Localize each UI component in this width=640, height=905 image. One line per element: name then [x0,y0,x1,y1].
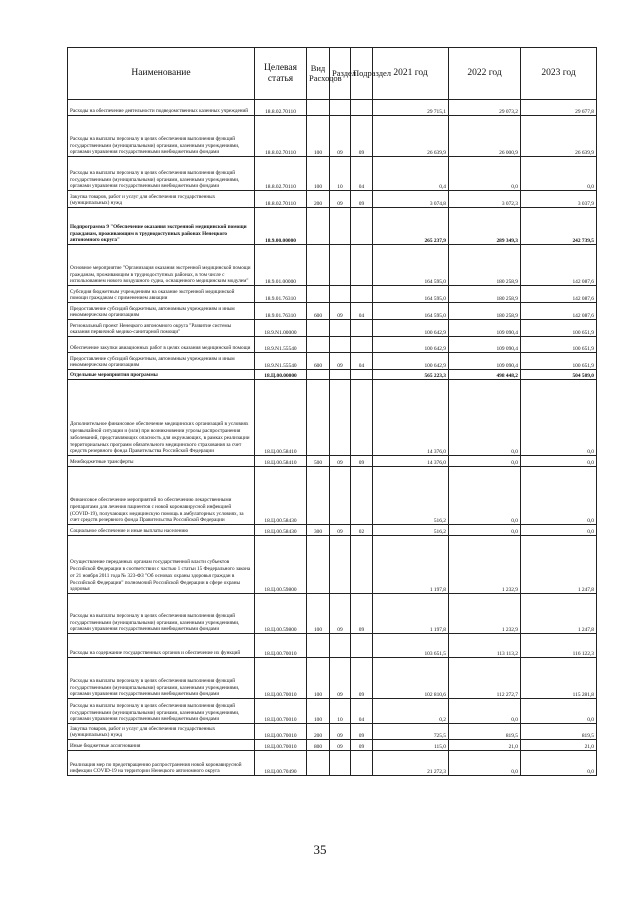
row-subsection [351,634,373,658]
row-section [330,536,351,594]
row-2023: 29 677,8 [521,100,597,116]
row-kind [307,634,330,658]
row-2021: 102 810,6 [373,658,449,699]
row-section [330,467,351,525]
row-code: 18.9.00.00000 [255,208,307,245]
row-2022: 1 232,9 [449,536,521,594]
row-section: 10 [330,699,351,724]
row-kind: 600 [307,303,330,320]
row-code: 18.8.02.70110 [255,157,307,191]
row-2022: 0,0 [449,456,521,467]
row-2021: 14 376,0 [373,456,449,467]
row-name: Расходы на выплаты персоналу в целях обеспечения выполнения функций государственными (муниципальными) органами, казенными учреждениями, органами управления государственными внебюджетными фондами [68,594,255,634]
row-code: 18.9.01.00000 [255,245,307,286]
row-code: 18.Ц.00.70010 [255,724,307,740]
row-name: Реализация мер по предотвращению распространения новой коронавирусной инфекции COVID-19 на территории Ненецкого автономного округа [68,751,255,776]
row-2023: 0,0 [521,699,597,724]
row-2023: 100 651,9 [521,337,597,353]
table-header-row [68,48,597,100]
row-subsection [351,337,373,353]
row-name: Подпрограмма 9 "Обеспечение оказания экстренной медицинской помощи гражданам, проживающим в труднодоступных районах Ненецкого автономного округа" [68,208,255,245]
table-row [68,353,597,370]
table-row [68,634,597,658]
row-2022: 1 232,9 [449,594,521,634]
row-kind: 500 [307,456,330,467]
row-2021: 26 639,9 [373,116,449,157]
row-kind: 100 [307,157,330,191]
row-code: 18.Ц.00.58410 [255,380,307,456]
row-code: 18.Ц.00.70010 [255,634,307,658]
row-2023: 0,0 [521,525,597,536]
row-code: 18.9.N1.00000 [255,320,307,337]
row-name: Иные бюджетные ассигнования [68,740,255,751]
row-2023: 0,0 [521,751,597,776]
row-kind [307,370,330,380]
row-subsection [351,370,373,380]
row-section [330,320,351,337]
row-code: 18.Ц.00.00000 [255,370,307,380]
row-code: 18.8.02.70110 [255,100,307,116]
row-name: Субсидия бюджетным учреждениям на оказание экстренной медицинской помощи гражданам с применением авиации [68,286,255,303]
row-section [330,337,351,353]
row-2021: 14 376,0 [373,380,449,456]
row-name: Предоставление субсидий бюджетным, автономным учреждениям и иным некоммерческим организациям [68,303,255,320]
row-2023: 1 247,8 [521,594,597,634]
row-2023: 0,0 [521,380,597,456]
row-2022: 3 072,3 [449,191,521,208]
row-code: 18.8.02.70110 [255,116,307,157]
header-2021: 2021 год [373,48,449,100]
row-subsection [351,751,373,776]
table-row [68,337,597,353]
header-2022: 2022 год [449,48,521,100]
table-row [68,467,597,525]
row-2022: 109 090,4 [449,353,521,370]
row-2021: 100 642,9 [373,320,449,337]
row-2021: 164 595,0 [373,303,449,320]
row-name: Осуществление переданных органам государственной власти субъектов Российской Федерации в соответствии с частью 1 статьи 15 Федерального закона от 21 ноября 2011 года № 323-ФЗ "Об основах охраны здоровья граждан в Российской Федерации" полномочий Российской Федерации в сфере охраны здоровья [68,536,255,594]
table-row [68,456,597,467]
row-2021: 29 715,1 [373,100,449,116]
row-2021: 103 651,5 [373,634,449,658]
header-name: Наименование [68,48,255,100]
row-section [330,286,351,303]
row-section [330,751,351,776]
row-name: Расходы на выплаты персоналу в целях обеспечения выполнения функций государственными (муниципальными) органами, казенными учреждениями, органами управления государственными внебюджетными фондами [68,116,255,157]
row-kind: 200 [307,724,330,740]
row-code: 18.Ц.00.59800 [255,594,307,634]
row-2022: 180 258,9 [449,245,521,286]
row-name: Отдельные мероприятия программы [68,370,255,380]
row-kind [307,208,330,245]
row-2023: 26 639,9 [521,116,597,157]
row-2021: 1 197,8 [373,594,449,634]
row-name: Расходы на содержание государственных органов и обеспечение их функций [68,634,255,658]
row-2023: 116 122,3 [521,634,597,658]
table-row [68,525,597,536]
row-section [330,370,351,380]
row-name: Закупка товаров, работ и услуг для обеспечения государственных (муниципальных) нужд [68,724,255,740]
row-2021: 100 642,9 [373,353,449,370]
table-row [68,303,597,320]
row-kind: 600 [307,353,330,370]
row-2023: 3 037,9 [521,191,597,208]
row-2022: 0,0 [449,699,521,724]
row-2021: 164 595,0 [373,286,449,303]
header-subsection: Подраздел [351,48,373,100]
row-code: 18.Ц.00.58430 [255,467,307,525]
row-subsection: 04 [351,353,373,370]
row-2022: 180 258,9 [449,303,521,320]
row-2023: 142 087,6 [521,286,597,303]
row-name: Межбюджетные трансферты [68,456,255,467]
row-subsection [351,467,373,525]
table-row [68,245,597,286]
table-row [68,658,597,699]
row-2023: 1 247,8 [521,536,597,594]
page-number: 35 [313,842,327,857]
row-kind: 300 [307,525,330,536]
row-section: 09 [330,724,351,740]
row-2023: 0,0 [521,456,597,467]
row-name: Расходы на обеспечение деятельности подведомственных казенных учреждений [68,100,255,116]
row-subsection: 09 [351,116,373,157]
row-2023: 100 651,9 [521,320,597,337]
row-name: Региональный проект Ненецкого автономного округа "Развитие системы оказания первичной медико-санитарной помощи" [68,320,255,337]
row-2023: 21,0 [521,740,597,751]
row-2023: 142 087,6 [521,245,597,286]
row-code: 18.Ц.00.70490 [255,751,307,776]
row-2023: 0,0 [521,157,597,191]
row-2021: 164 595,0 [373,245,449,286]
table-row [68,286,597,303]
row-2022: 109 090,4 [449,337,521,353]
budget-table [67,47,597,776]
row-kind [307,467,330,525]
row-2022: 0,0 [449,751,521,776]
row-name: Закупка товаров, работ и услуг для обеспечения государственных (муниципальных) нужд [68,191,255,208]
row-section: 10 [330,157,351,191]
row-kind [307,245,330,286]
row-2021: 0,4 [373,157,449,191]
row-section: 09 [330,525,351,536]
row-2023: 142 087,6 [521,303,597,320]
table-row [68,594,597,634]
row-code: 18.Ц.00.58410 [255,456,307,467]
row-code: 18.Ц.00.70010 [255,658,307,699]
row-kind [307,286,330,303]
row-code: 18.Ц.00.70010 [255,699,307,724]
table-row [68,724,597,740]
row-2021: 565 223,3 [373,370,449,380]
row-name: Обеспечение закупки авиационных работ в целях оказания медицинской помощи [68,337,255,353]
row-section: 09 [330,303,351,320]
row-code: 18.9.01.76310 [255,286,307,303]
row-2021: 0,2 [373,699,449,724]
row-kind [307,320,330,337]
row-2022: 289 349,3 [449,208,521,245]
header-code: Целевая статья [255,48,307,100]
header-2023: 2023 год [521,48,597,100]
table-row [68,100,597,116]
row-code: 18.9.01.76310 [255,303,307,320]
row-subsection [351,208,373,245]
row-code: 18.8.02.70110 [255,191,307,208]
row-code: 18.9.N1.55540 [255,353,307,370]
row-code: 18.Ц.00.58430 [255,525,307,536]
row-name: Расходы на выплаты персоналу в целях обеспечения выполнения функций государственными (муниципальными) органами, казенными учреждениями, органами управления государственными внебюджетными фондами [68,699,255,724]
table-row [68,740,597,751]
row-section: 09 [330,740,351,751]
row-kind [307,337,330,353]
row-name: Предоставление субсидий бюджетным, автономным учреждениям и иным некоммерческим организациям [68,353,255,370]
row-subsection: 09 [351,191,373,208]
table-row [68,699,597,724]
row-subsection: 09 [351,740,373,751]
table-row [68,157,597,191]
row-2023: 0,0 [521,467,597,525]
row-subsection [351,245,373,286]
row-name: Социальное обеспечение и иные выплаты населению [68,525,255,536]
row-2021: 1 197,8 [373,536,449,594]
row-name: Дополнительное финансовое обеспечение медицинских организаций в условиях чрезвычайной ситуации и (или) при возникновении угрозы распространения заболеваний, представляющих опасность для окружающих, в рамках реализации территориальных программ обязательного медицинского страхования за счет средств резервного фонда Правительства Российской Федерации [68,380,255,456]
row-kind: 800 [307,740,330,751]
row-2021: 516,2 [373,525,449,536]
row-subsection [351,100,373,116]
row-code: 18.9.N1.55540 [255,337,307,353]
row-2022: 180 258,9 [449,286,521,303]
row-kind: 100 [307,699,330,724]
row-section [330,380,351,456]
row-2021: 265 237,9 [373,208,449,245]
row-2022: 26 000,9 [449,116,521,157]
row-name: Основное мероприятие "Организация оказания экстренной медицинской помощи гражданам, проживающим в труднодоступных районах, в том числе с использованием нового воздушного судна, оснащенного медицинским модулем" [68,245,255,286]
row-2021: 516,2 [373,467,449,525]
row-kind [307,380,330,456]
table-row [68,380,597,456]
row-section: 09 [330,594,351,634]
row-2021: 115,0 [373,740,449,751]
row-section [330,208,351,245]
row-name: Финансовое обеспечение мероприятий по обеспечению лекарственными препаратами для лечения пациентов с новой коронавирусной инфекцией (COVID-19), получающих медицинскую помощь в амбулаторных условиях, за счет средств резервного фонда Правительства Российской Федерации [68,467,255,525]
table-row [68,208,597,245]
row-2021: 100 642,9 [373,337,449,353]
row-2021: 3 074,8 [373,191,449,208]
row-subsection: 04 [351,157,373,191]
row-subsection: 04 [351,303,373,320]
table-body [68,100,597,776]
row-subsection [351,380,373,456]
row-subsection: 09 [351,658,373,699]
row-subsection: 09 [351,724,373,740]
row-kind: 100 [307,116,330,157]
row-2022: 819,5 [449,724,521,740]
row-subsection: 09 [351,456,373,467]
row-2022: 498 448,2 [449,370,521,380]
row-section: 09 [330,191,351,208]
row-2023: 100 651,9 [521,353,597,370]
table-row [68,191,597,208]
row-kind: 100 [307,658,330,699]
row-2022: 0,0 [449,157,521,191]
row-2021: 725,5 [373,724,449,740]
row-section [330,245,351,286]
row-2023: 819,5 [521,724,597,740]
row-2022: 112 272,7 [449,658,521,699]
header-kind: Вид Расходов [307,48,330,100]
row-section [330,634,351,658]
row-code: 18.Ц.00.59800 [255,536,307,594]
table-row [68,536,597,594]
row-section [330,100,351,116]
table-row [68,751,597,776]
row-kind [307,100,330,116]
row-subsection [351,536,373,594]
row-section: 09 [330,353,351,370]
row-kind [307,536,330,594]
row-2022: 0,0 [449,525,521,536]
row-kind: 100 [307,594,330,634]
row-subsection [351,286,373,303]
row-2022: 29 073,2 [449,100,521,116]
row-kind [307,751,330,776]
row-section: 09 [330,658,351,699]
row-2023: 242 739,5 [521,208,597,245]
row-section: 09 [330,456,351,467]
row-2021: 21 272,3 [373,751,449,776]
row-kind: 200 [307,191,330,208]
row-subsection: 02 [351,525,373,536]
row-subsection: 04 [351,699,373,724]
row-code: 18.Ц.00.70010 [255,740,307,751]
row-2023: 504 509,0 [521,370,597,380]
row-section: 09 [330,116,351,157]
table-row [68,116,597,157]
header-section: Раздел [330,48,351,100]
table-row [68,320,597,337]
row-name: Расходы на выплаты персоналу в целях обеспечения выполнения функций государственными (муниципальными) органами, казенными учреждениями, органами управления государственными внебюджетными фондами [68,157,255,191]
row-name: Расходы на выплаты персоналу в целях обеспечения выполнения функций государственными (муниципальными) органами, казенными учреждениями, органами управления государственными внебюджетными фондами [68,658,255,699]
row-2022: 0,0 [449,467,521,525]
row-2022: 21,0 [449,740,521,751]
row-2022: 109 090,4 [449,320,521,337]
row-2023: 115 281,8 [521,658,597,699]
row-subsection [351,320,373,337]
row-subsection: 09 [351,594,373,634]
row-2022: 113 113,2 [449,634,521,658]
row-2022: 0,0 [449,380,521,456]
table-row [68,370,597,380]
